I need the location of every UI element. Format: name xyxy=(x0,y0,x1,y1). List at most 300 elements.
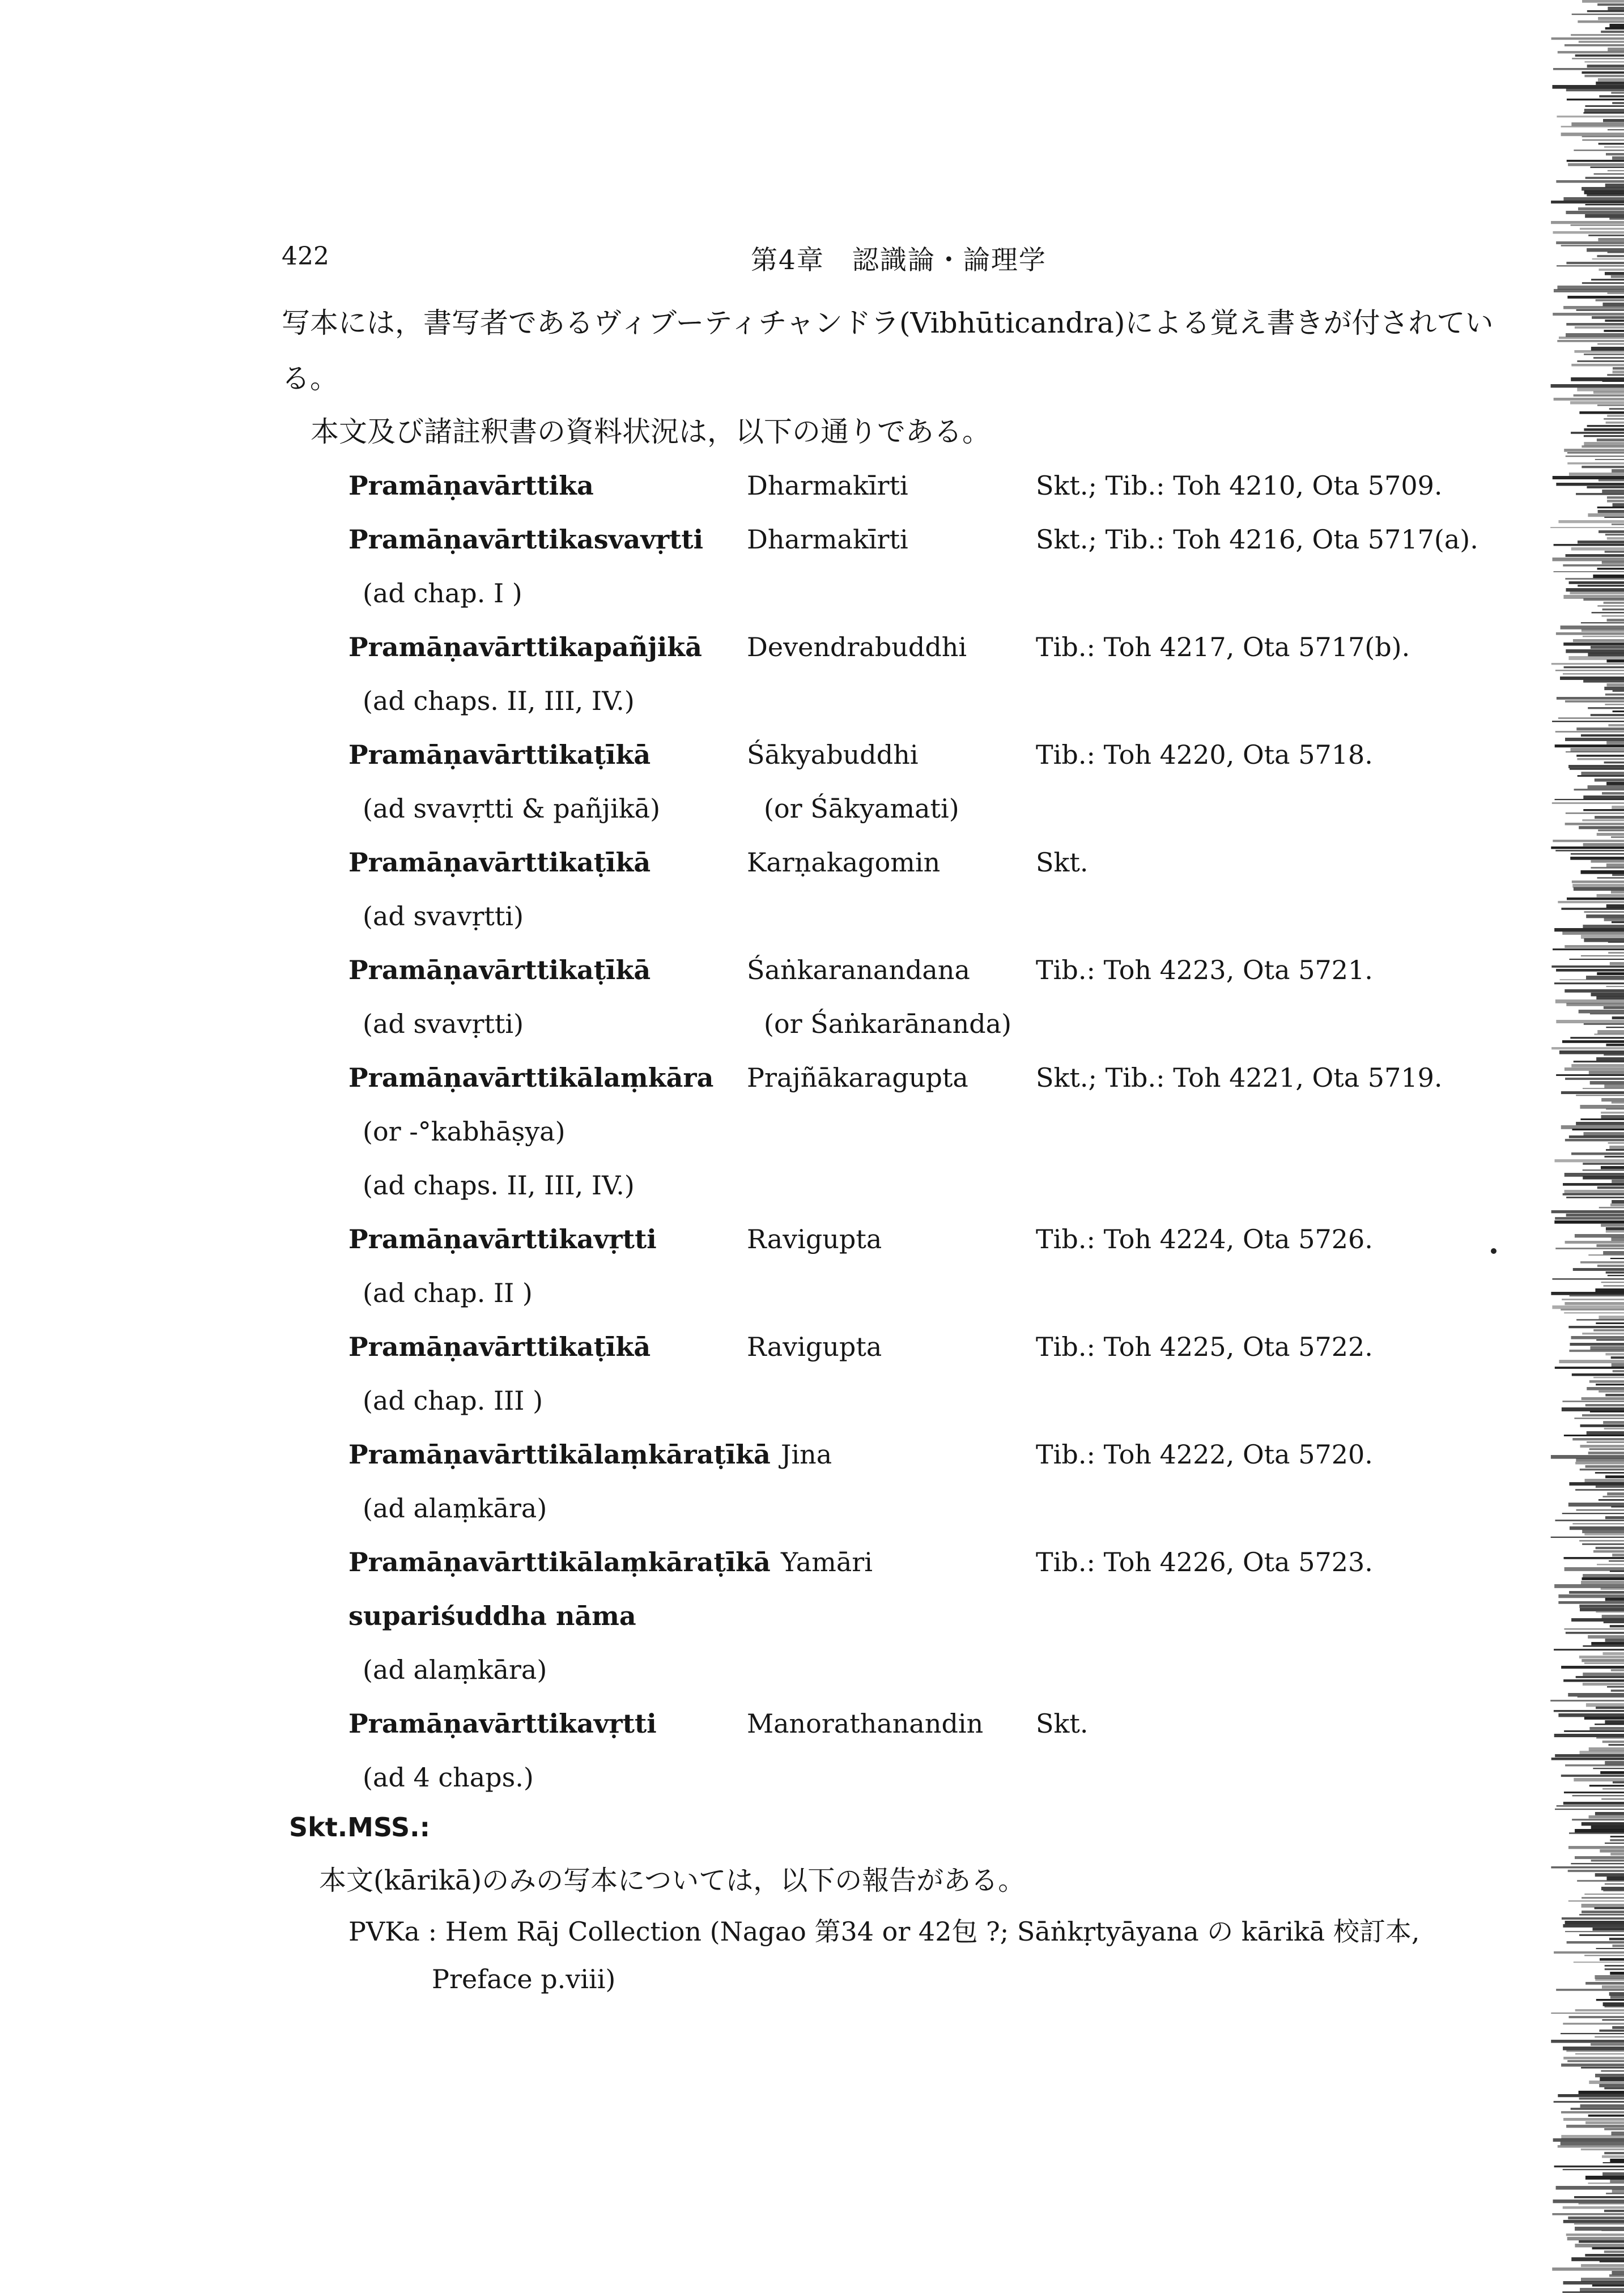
scan-streak xyxy=(1576,1095,1624,1096)
scan-streak xyxy=(1607,1686,1624,1687)
scan-streak xyxy=(1566,2050,1624,2052)
work-scope: (ad chap. III ) xyxy=(363,1385,543,1416)
scan-streak xyxy=(1595,1873,1624,1877)
scan-streak xyxy=(1612,2132,1624,2135)
scan-streak xyxy=(1576,755,1624,757)
scan-streak xyxy=(1558,2145,1624,2148)
scan-streak xyxy=(1565,700,1624,703)
scan-streak xyxy=(1579,2098,1624,2100)
scan-streak xyxy=(1597,1265,1624,1267)
scan-streak xyxy=(1588,2115,1624,2117)
scan-streak xyxy=(1607,619,1624,622)
scan-streak xyxy=(1572,1819,1624,1820)
scan-streak xyxy=(1587,65,1624,67)
scan-streak xyxy=(1596,996,1624,999)
scan-streak xyxy=(1599,1207,1624,1209)
scan-streak xyxy=(1602,615,1624,616)
scan-streak xyxy=(1608,724,1624,726)
scan-streak xyxy=(1606,741,1624,745)
scan-streak xyxy=(1607,500,1624,503)
scan-streak xyxy=(1607,374,1624,376)
scan-streak xyxy=(1551,1292,1624,1295)
scan-streak xyxy=(1593,357,1624,359)
scan-streak xyxy=(1561,1309,1624,1311)
scan-streak xyxy=(1591,714,1624,716)
scan-streak xyxy=(1580,228,1624,230)
scan-streak xyxy=(1591,867,1624,869)
scan-streak xyxy=(1591,279,1624,280)
scan-streak xyxy=(1563,2047,1624,2050)
work-author: Ravigupta xyxy=(747,1331,882,1362)
work-title: Pramāṇavārttikālaṃkāra xyxy=(348,1062,714,1093)
scan-streak xyxy=(1612,156,1624,160)
scan-streak xyxy=(1602,490,1624,493)
scan-streak xyxy=(1582,1822,1624,1826)
scan-streak xyxy=(1610,1839,1624,1841)
scan-streak xyxy=(1604,602,1624,604)
scan-streak xyxy=(1597,439,1624,441)
scan-streak xyxy=(1597,1186,1624,1189)
scan-streak xyxy=(1577,758,1624,760)
scan-streak xyxy=(1584,354,1624,355)
scan-streak xyxy=(1581,772,1624,775)
scan-streak xyxy=(1565,1078,1624,1080)
scan-streak xyxy=(1587,194,1624,196)
scan-streak xyxy=(1608,292,1624,294)
scan-streak xyxy=(1604,1622,1624,1623)
scan-streak xyxy=(1574,2196,1624,2198)
scan-streak xyxy=(1581,2067,1624,2069)
scan-streak xyxy=(1611,1669,1624,1671)
scan-streak xyxy=(1555,1248,1624,1249)
scan-streak xyxy=(1569,959,1624,960)
scan-streak xyxy=(1563,2281,1624,2285)
scan-streak xyxy=(1561,2033,1624,2034)
scan-streak xyxy=(1595,1724,1624,1725)
scan-streak xyxy=(1582,0,1624,3)
scan-streak xyxy=(1563,1802,1624,1805)
scan-streak xyxy=(1596,299,1624,301)
scan-streak xyxy=(1582,819,1624,821)
scan-streak xyxy=(1565,1764,1624,1766)
scan-streak xyxy=(1566,333,1624,337)
scan-streak xyxy=(1583,1673,1624,1676)
scan-streak xyxy=(1572,880,1624,883)
scan-streak xyxy=(1610,2159,1624,2163)
work-scope: (ad alaṃkāra) xyxy=(363,1493,547,1524)
scan-streak xyxy=(1608,7,1624,10)
scan-streak xyxy=(1575,2009,1624,2011)
scan-streak xyxy=(1562,931,1624,935)
scan-streak xyxy=(1570,401,1624,405)
scan-streak xyxy=(1579,1540,1624,1542)
scan-streak xyxy=(1571,122,1624,126)
scan-streak xyxy=(1553,68,1624,70)
scan-streak xyxy=(1608,170,1624,171)
scan-streak xyxy=(1606,422,1624,424)
scan-streak xyxy=(1568,2016,1624,2018)
scan-streak xyxy=(1583,1176,1624,1180)
scan-streak xyxy=(1595,2036,1624,2037)
work-source: Skt.; Tib.: Toh 4221, Ota 5719. xyxy=(1036,1062,1443,1093)
scan-streak xyxy=(1565,578,1624,580)
scan-streak xyxy=(1574,394,1624,397)
scan-streak xyxy=(1583,112,1624,114)
scan-streak xyxy=(1607,415,1624,417)
scan-streak xyxy=(1551,965,1624,968)
scan-streak xyxy=(1611,92,1624,94)
scan-streak xyxy=(1605,534,1624,535)
scan-streak xyxy=(1602,381,1624,382)
scan-streak xyxy=(1604,2128,1624,2130)
scan-streak xyxy=(1590,1013,1624,1014)
scan-streak xyxy=(1601,2230,1624,2231)
scan-streak xyxy=(1587,248,1624,252)
scan-streak xyxy=(1555,1520,1624,1521)
scan-streak xyxy=(1575,326,1624,329)
intro-line-2: る。 xyxy=(282,362,338,395)
work-author: Jina xyxy=(781,1439,832,1470)
scan-streak xyxy=(1551,846,1624,849)
scan-streak xyxy=(1606,986,1624,987)
scan-streak xyxy=(1609,1744,1624,1746)
scan-streak xyxy=(1556,1074,1624,1076)
scan-streak xyxy=(1565,823,1624,825)
scan-streak xyxy=(1572,884,1624,888)
scan-streak xyxy=(1574,350,1624,353)
mss-intro: 本文(kārikā)のみの写本については，以下の報告がある。 xyxy=(319,1865,1026,1896)
scan-streak xyxy=(1609,24,1624,28)
scan-streak xyxy=(1566,262,1624,264)
scan-streak xyxy=(1597,405,1624,406)
scan-streak xyxy=(1580,1445,1624,1448)
scan-streak xyxy=(1608,952,1624,954)
scan-streak xyxy=(1599,530,1624,533)
scan-streak xyxy=(1606,1271,1624,1274)
scan-streak xyxy=(1578,541,1624,544)
scan-streak xyxy=(1605,704,1624,705)
scan-streak xyxy=(1595,1979,1624,1981)
work-scope: (ad chap. II ) xyxy=(363,1278,533,1308)
scan-streak xyxy=(1602,303,1624,307)
scan-streak xyxy=(1565,1302,1624,1305)
scan-streak xyxy=(1572,1523,1624,1525)
scan-streak xyxy=(1571,224,1624,226)
scan-streak xyxy=(1596,1057,1624,1061)
scan-streak xyxy=(1601,31,1624,33)
scan-streak xyxy=(1599,143,1624,144)
scan-streak xyxy=(1598,17,1624,20)
scan-streak xyxy=(1584,1533,1624,1535)
scan-streak xyxy=(1568,1693,1624,1696)
scan-streak xyxy=(1584,435,1624,437)
scan-streak xyxy=(1582,1530,1624,1533)
scan-streak xyxy=(1554,928,1624,931)
mss-entry-line-1: PVKa : Hem Rāj Collection (Nagao 第34 or 42包 ?; Sāṅkṛtyāyana の kārikā 校訂本, xyxy=(348,1916,1420,1947)
scan-streak xyxy=(1605,1639,1624,1642)
scan-streak xyxy=(1609,2274,1624,2277)
scan-streak xyxy=(1589,1747,1624,1751)
scan-streak xyxy=(1592,612,1624,614)
scan-streak xyxy=(1588,2183,1624,2184)
scan-streak xyxy=(1601,1098,1624,1101)
scan-streak xyxy=(1555,1217,1624,1220)
scan-streak xyxy=(1602,2019,1624,2020)
scan-streak xyxy=(1612,1101,1624,1104)
work-author-alt: (or Śaṅkarānanda) xyxy=(764,1009,1012,1039)
scan-streak xyxy=(1609,218,1624,220)
scan-streak xyxy=(1552,1278,1624,1280)
scan-streak xyxy=(1600,1958,1624,1961)
work-title-cont: supariśuddha nāma xyxy=(348,1601,636,1631)
scan-streak xyxy=(1571,377,1624,381)
scan-streak xyxy=(1611,1506,1624,1508)
scan-streak xyxy=(1558,2094,1624,2097)
scan-streak xyxy=(1561,2142,1624,2145)
scan-streak xyxy=(1604,1054,1624,1056)
scan-streak xyxy=(1556,1020,1624,1023)
work-author-alt: (or Śākyamati) xyxy=(764,793,959,824)
scan-streak xyxy=(1595,459,1624,460)
scan-streak xyxy=(1567,452,1624,454)
scan-streak xyxy=(1561,126,1624,127)
scan-streak xyxy=(1583,1163,1624,1165)
scan-streak xyxy=(1571,1863,1624,1864)
scan-streak xyxy=(1556,969,1624,972)
scan-streak xyxy=(1555,1754,1624,1757)
scan-streak xyxy=(1604,146,1624,148)
scan-streak xyxy=(1571,1064,1624,1067)
scan-streak xyxy=(1579,1605,1624,1608)
scan-streak xyxy=(1585,1404,1624,1406)
work-source: Skt.; Tib.: Toh 4210, Ota 5709. xyxy=(1036,470,1443,501)
scan-streak xyxy=(1613,503,1624,507)
scan-streak xyxy=(1550,527,1624,528)
scan-streak xyxy=(1563,564,1624,567)
scan-streak xyxy=(1558,1713,1624,1717)
scan-streak xyxy=(1593,1928,1624,1931)
scan-streak xyxy=(1563,643,1624,646)
scan-streak xyxy=(1585,2121,1624,2124)
scan-streak xyxy=(1601,1887,1624,1890)
scan-streak xyxy=(1555,731,1624,733)
scan-streak xyxy=(1605,1883,1624,1884)
running-head: 第4章 認識論・論理学 xyxy=(751,245,1047,276)
scan-streak xyxy=(1565,738,1624,741)
scan-streak xyxy=(1603,2002,1624,2006)
scan-streak xyxy=(1551,1866,1624,1869)
scan-streak xyxy=(1566,88,1624,91)
scan-streak xyxy=(1551,1537,1624,1538)
scan-streak xyxy=(1563,1679,1624,1682)
scan-streak xyxy=(1609,1146,1624,1149)
scan-streak xyxy=(1566,323,1624,326)
scan-streak xyxy=(1561,1091,1624,1094)
scan-streak xyxy=(1574,1962,1624,1963)
scan-streak xyxy=(1600,2261,1624,2262)
work-author: Manorathanandin xyxy=(747,1708,984,1739)
scan-streak xyxy=(1582,1333,1624,1334)
scan-streak xyxy=(1583,1574,1624,1577)
scan-streak xyxy=(1605,1598,1624,1601)
scan-streak xyxy=(1573,639,1624,642)
scan-streak xyxy=(1566,211,1624,214)
scan-streak xyxy=(1592,2247,1624,2249)
scan-streak xyxy=(1579,1010,1624,1013)
scan-streak xyxy=(1583,636,1624,637)
scan-streak xyxy=(1582,136,1624,137)
scan-streak xyxy=(1562,1401,1624,1402)
scan-streak xyxy=(1608,1142,1624,1144)
scan-streak xyxy=(1589,1815,1624,1818)
scan-streak xyxy=(1596,1547,1624,1549)
scan-streak xyxy=(1588,707,1624,709)
scan-streak xyxy=(1558,1594,1624,1598)
scan-streak xyxy=(1609,1560,1624,1562)
scan-streak xyxy=(1571,432,1624,434)
scan-streak xyxy=(1587,486,1624,488)
scan-streak xyxy=(1554,1734,1624,1737)
scan-streak xyxy=(1604,1428,1624,1430)
scan-streak xyxy=(1580,1751,1624,1755)
scan-streak xyxy=(1555,670,1624,671)
scan-streak xyxy=(1569,1350,1624,1352)
scan-streak xyxy=(1602,1741,1624,1743)
scan-streak xyxy=(1551,384,1624,388)
scan-streak xyxy=(1605,694,1624,696)
scan-streak xyxy=(1582,1543,1624,1545)
scan-streak xyxy=(1582,1397,1624,1400)
work-scope: (ad 4 chaps.) xyxy=(363,1762,534,1793)
scan-streak xyxy=(1563,595,1624,599)
scan-streak xyxy=(1606,2193,1624,2194)
scan-streak xyxy=(1596,1322,1624,1324)
scan-streak xyxy=(1588,1452,1624,1454)
scan-streak xyxy=(1571,364,1624,366)
scan-streak xyxy=(1610,2179,1624,2183)
scan-streak xyxy=(1553,840,1624,842)
work-author: Yamāri xyxy=(781,1547,873,1577)
scan-streak xyxy=(1576,1319,1624,1321)
scan-streak xyxy=(1610,1836,1624,1837)
scan-streak xyxy=(1566,1214,1624,1216)
scan-streak xyxy=(1597,507,1624,508)
scan-streak xyxy=(1554,1649,1624,1650)
work-title: Pramāṇavārttikasvavṛtti xyxy=(348,524,704,555)
scan-streak xyxy=(1555,999,1624,1003)
scan-streak xyxy=(1574,2223,1624,2224)
scan-streak xyxy=(1561,2111,1624,2113)
scan-streak xyxy=(1595,816,1624,819)
intro-line-1: 写本には，書写者であるヴィブーティチャンドラ(Vibhūticandra)による覚え書きが付されてい xyxy=(282,307,1494,339)
scan-streak xyxy=(1551,2040,1624,2043)
scan-streak xyxy=(1597,833,1624,836)
scan-streak xyxy=(1590,167,1624,168)
scan-streak xyxy=(1606,1227,1624,1230)
scan-streak xyxy=(1559,337,1624,339)
scan-streak xyxy=(1609,408,1624,410)
scan-streak xyxy=(1598,238,1624,241)
scan-streak xyxy=(1597,1564,1624,1565)
scan-streak xyxy=(1598,78,1624,82)
scan-streak xyxy=(1552,1305,1624,1309)
scan-streak xyxy=(1613,367,1624,369)
scan-streak xyxy=(1602,2155,1624,2158)
scan-streak xyxy=(1613,711,1624,712)
scan-streak xyxy=(1561,245,1624,246)
scan-streak xyxy=(1595,1907,1624,1909)
scan-edge-shadow xyxy=(1545,0,1624,2293)
scan-streak xyxy=(1578,207,1624,210)
scan-streak xyxy=(1554,1220,1624,1224)
scan-streak xyxy=(1561,133,1624,136)
scan-streak xyxy=(1565,1931,1624,1932)
scan-streak xyxy=(1563,1924,1624,1928)
scan-streak xyxy=(1573,1268,1624,1271)
scan-streak xyxy=(1579,1934,1624,1936)
scan-streak xyxy=(1597,894,1624,897)
mss-entry-line-2: Preface p.viii) xyxy=(432,1964,616,1994)
scan-streak xyxy=(1600,2077,1624,2081)
scan-streak xyxy=(1571,748,1624,752)
scan-streak xyxy=(1586,976,1624,980)
scan-streak xyxy=(1567,160,1624,162)
scan-streak xyxy=(1593,1550,1624,1552)
scan-streak xyxy=(1606,660,1624,662)
scan-streak xyxy=(1554,2101,1624,2103)
scan-streak xyxy=(1551,221,1624,224)
scan-streak xyxy=(1554,571,1624,572)
work-title: Pramāṇavārttikavṛtti xyxy=(348,1224,657,1254)
scan-streak xyxy=(1607,496,1624,499)
scan-streak xyxy=(1605,1516,1624,1519)
scan-streak xyxy=(1591,860,1624,863)
scan-streak xyxy=(1563,2057,1624,2060)
scan-streak xyxy=(1567,462,1624,465)
scan-streak xyxy=(1597,1030,1624,1034)
scan-streak xyxy=(1605,1968,1624,1970)
scan-streak xyxy=(1553,313,1624,316)
scan-streak xyxy=(1583,598,1624,601)
scan-streak xyxy=(1554,544,1624,546)
scan-streak xyxy=(1612,2026,1624,2029)
scan-streak xyxy=(1575,2244,1624,2247)
scan-streak xyxy=(1605,1475,1624,1478)
scan-streak xyxy=(1584,61,1624,62)
scan-streak xyxy=(1609,1938,1624,1940)
scan-streak xyxy=(1575,1856,1624,1859)
skt-mss-heading: Skt.MSS.: xyxy=(289,1812,431,1843)
scan-streak xyxy=(1605,320,1624,322)
scan-streak xyxy=(1605,272,1624,275)
work-source: Tib.: Toh 4217, Ota 5717(b). xyxy=(1036,632,1410,662)
scan-streak xyxy=(1554,1159,1624,1162)
scan-streak xyxy=(1568,1326,1624,1328)
page-number: 422 xyxy=(282,242,329,271)
scan-streak xyxy=(1553,948,1624,950)
scan-streak xyxy=(1600,1771,1624,1774)
scan-streak xyxy=(1601,1798,1624,1799)
scan-streak xyxy=(1606,863,1624,867)
scan-streak xyxy=(1563,1193,1624,1196)
scan-streak xyxy=(1585,105,1624,107)
scan-streak xyxy=(1589,1071,1624,1074)
scan-streak xyxy=(1601,2070,1624,2071)
scan-streak xyxy=(1606,153,1624,155)
scan-streak xyxy=(1596,1948,1624,1949)
scan-streak xyxy=(1585,214,1624,218)
scan-streak xyxy=(1567,2237,1624,2240)
